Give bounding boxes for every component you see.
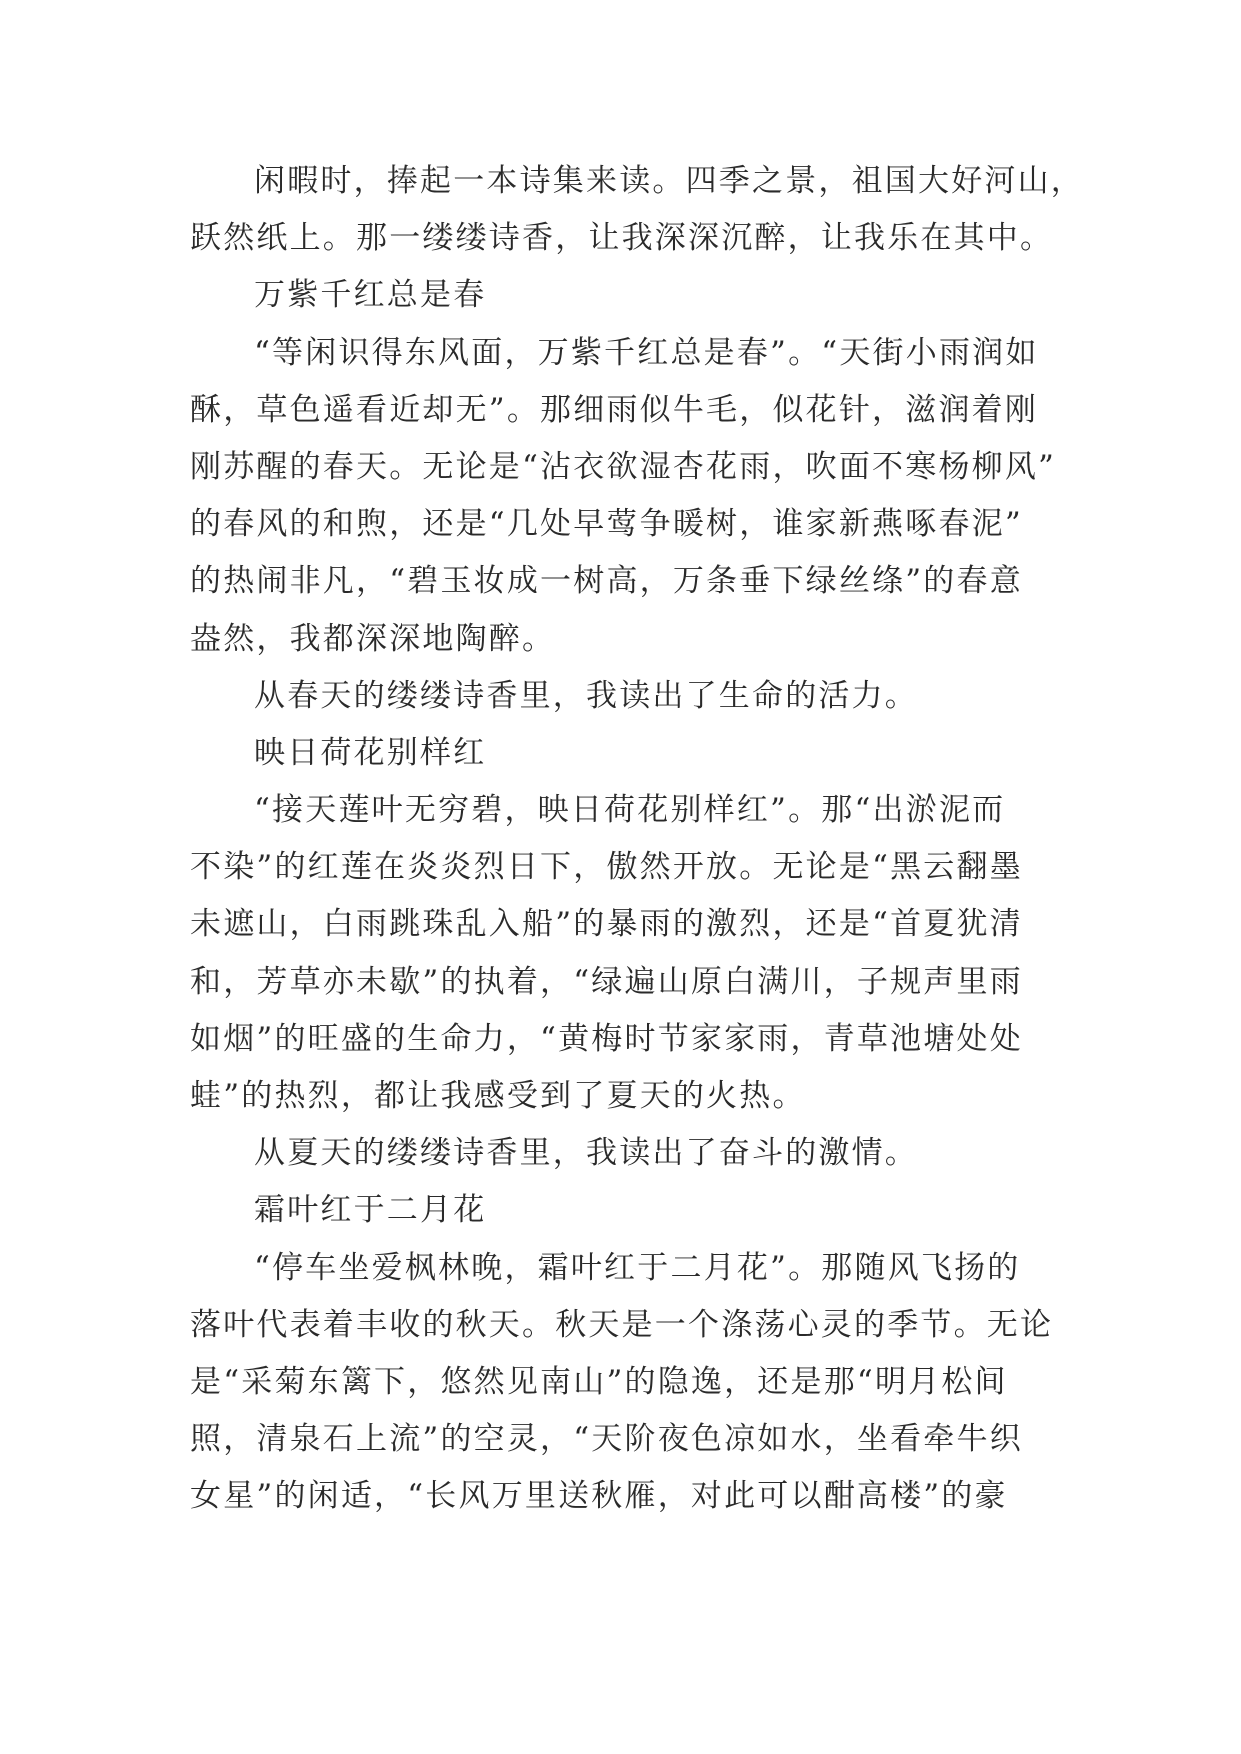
text-line: 未遮山，白雨跳珠乱入船”的暴雨的激烈，还是“首夏犹清 — [190, 906, 1023, 943]
text-line: 的春风的和煦，还是“几处早莺争暖树，谁家新燕啄春泥” — [190, 506, 1023, 543]
text-line: 从春天的缕缕诗香里，我读出了生命的活力。 — [254, 677, 918, 714]
text-line: 落叶代表着丰收的秋天。秋天是一个涤荡心灵的季节。无论 — [190, 1306, 1054, 1343]
text-line: 刚苏醒的春天。无论是“沾衣欲湿杏花雨，吹面不寒杨柳风” — [190, 448, 1057, 485]
text-line: 盎然，我都深深地陶醉。 — [190, 620, 556, 657]
text-line: “接天莲叶无穷碧，映日荷花别样红”。那“出淤泥而 — [254, 792, 1006, 829]
text-line: 和，芳草亦未歇”的执着，“绿遍山原白满川，子规声里雨 — [190, 963, 1023, 1000]
text-line: 是“采菊东篱下，悠然见南山”的隐逸，还是那“明月松间 — [190, 1363, 1008, 1400]
text-line: 如烟”的旺盛的生命力，“黄梅时节家家雨，青草池塘处处 — [190, 1020, 1023, 1057]
text-line: “停车坐爱枫林晚，霜叶红于二月花”。那随风飞扬的 — [254, 1249, 1021, 1286]
text-line: 酥，草色遥看近却无”。那细雨似牛毛，似花针，滋润着刚 — [190, 391, 1039, 428]
text-line: 的热闹非凡，“碧玉妆成一树高，万条垂下绿丝绦”的春意 — [190, 563, 1023, 600]
text-line: 闲暇时，捧起一本诗集来读。四季之景，祖国大好河山， — [254, 163, 1084, 199]
section-heading: 万紫千红总是春 — [254, 277, 487, 314]
text-line: 照，清泉石上流”的空灵，“天阶夜色凉如水，坐看牵牛织 — [190, 1421, 1023, 1458]
section-heading: 霜叶红于二月花 — [254, 1192, 487, 1229]
text-line: “等闲识得东风面，万紫千红总是春”。“天街小雨润如 — [254, 334, 1039, 371]
section-heading: 映日荷花别样红 — [254, 734, 487, 771]
text-line: 从夏天的缕缕诗香里，我读出了奋斗的激情。 — [254, 1135, 918, 1172]
text-line: 女星”的闲适，“长风万里送秋雁，对此可以酣高楼”的豪 — [190, 1478, 1008, 1515]
text-line: 跃然纸上。那一缕缕诗香，让我深深沉醉，让我乐在其中。 — [190, 220, 1054, 257]
text-line: 蛙”的热烈，都让我感受到了夏天的火热。 — [190, 1078, 806, 1114]
text-line: 不染”的红莲在炎炎烈日下，傲然开放。无论是“黑云翻墨 — [190, 849, 1023, 886]
document-body — [190, 153, 1084, 1526]
